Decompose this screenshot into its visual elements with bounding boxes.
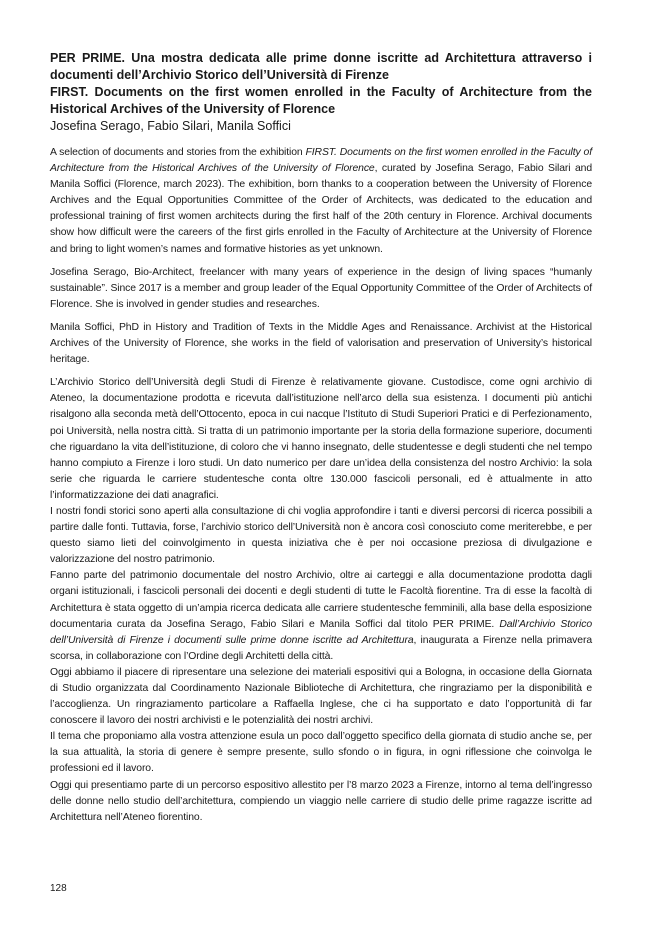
abstract: [50, 145, 592, 368]
authors: Josefina Serago, Fabio Silari, Manila Soffici: [50, 119, 291, 133]
author-bio-soffici: Manila Soffici, PhD in History and Tradition of Texts in the Middle Ages and Renaissance. Archivist at the Historical Archives of the University of Florence, she works in the field of valorisation and preservation of University’s historical heritage.: [50, 321, 592, 366]
body-paragraph: I nostri fondi storici sono aperti alla consultazione di chi voglia approfondire i tanti e diversi percorsi di ricerca possibili a partire dalle fonti. Tuttavia, forse, l’archivio storico dell’Università non è ancora così conosciuto come meriterebbe, e per questo siamo lieti del coinvolgimento in questa iniziativa che è per noi occasione preziosa di divulgazione e valorizzazione del nostro patrimonio.: [50, 505, 592, 566]
exhibition-subtitle: Dall’Archivio Storico dell’Università di Firenze i documenti sulle prime donne iscritte ad Architettura: [50, 618, 592, 646]
body-paragraph: [50, 568, 592, 665]
body-paragraph: Il tema che proponiamo alla vostra attenzione esula un poco dall’oggetto specifico della giornata di studio anche se, per la sua attualità, la storia di genere è sempre presente, sullo sfondo o in figura, in ogni riflessione che coinvolga le professioni ed il lavoro.: [50, 731, 592, 775]
body-paragraph: Oggi abbiamo il piacere di ripresentare una selezione dei materiali espositivi qui a Bologna, in occasione della Giornata di Studio organizzata dal Coordinamento Nazionale Biblioteche di Architettura, che ringraziamo per la disponibilità e l’accoglienza. Un ringraziamento particolare a Raffaella Inglese, che ci ha supportato e dato l’opportunità di far conoscere il lavoro dei nostri archivisti e le potenzialità dei nostri archivi.: [50, 666, 592, 727]
body-text-span: , inaugurata a Firenze nella primavera scorsa, in collaborazione con l’Ordine degli Architetti della città.: [50, 634, 592, 662]
body-paragraph: L’Archivio Storico dell’Università degli Studi di Firenze è relativamente giovane. Custodisce, come ogni archivio di Ateneo, la documentazione prodotta e ricevuta dall’istituzione nell’arco della sua esistenza. I documenti più antichi risalgono alla seconda metà dell’Ottocento, epoca in cui nacque l’Istituto di Studi Superiori Pratici e di Perfezionamento, poi Università, nella nostra città. Si tratta di un patrimonio importante per la storia della formazione superiore, documenti che riguardano la vita dell’istituzione, di coloro che vi hanno insegnato, delle studentesse e degli studenti che nel tempo hanno compiuto a Firenze i loro studi. Un dato numerico per dare un’idea della consistenza del nostro Archivio: la sola serie che riguarda le carriere studentesche conta oltre 130.000 fascicoli personali, ed è attualmente in atto l’informatizzazione dei dati anagrafici.: [50, 377, 592, 501]
abstract-paragraph: [50, 145, 592, 258]
author-bio-serago: Josefina Serago, Bio-Architect, freelancer with many years of experience in the design of living spaces “humanly sustainable”. Since 2017 is a member and group leader of the Equal Opportunity Committee of the Order of Architects of Florence. She is involved in gender studies and researches.: [50, 266, 592, 310]
title-italian: PER PRIME. Una mostra dedicata alle prime donne iscritte ad Architettura attraverso i documenti dell’Archivio Storico dell’Università di Firenze: [50, 51, 592, 82]
page-number: 128: [50, 883, 67, 894]
title-english: FIRST. Documents on the first women enrolled in the Faculty of Architecture from the Historical Archives of the University of Florence: [50, 85, 592, 116]
article: [50, 50, 592, 826]
body-text-span: Fanno parte del patrimonio documentale del nostro Archivio, oltre ai carteggi e alla documentazione prodotta dagli organi istituzionali, i fascicoli personali dei docenti e degli studenti di tutte le Facoltà fiorentine. Tra di esse la facoltà di Architettura è stata oggetto di un’ampia ricerca dedicata alle carriere studentesche femminili, alla base della esposizione documentaria curata da Josefina Serago, Fabio Silari e Manila Soffici dal titolo PER PRIME.: [50, 570, 592, 630]
abstract-text: A selection of documents and stories from the exhibition: [50, 147, 306, 158]
abstract-text: , curated by Josefina Serago, Fabio Silari and Manila Soffici (Florence, march 2023). The exhibition, born thanks to a cooperation between the University of Florence Archives and the Equal Opportunities Committee of the Order of Architects, was dedicated to the education and professional training of first women architects during the first half of the 20th century in Florence. Archival documents show how difficult were the careers of the first girls enrolled in the Faculty of Architecture at the University of Florence and bring to light women’s names and formative histories as yet unknown.: [50, 163, 592, 255]
body-paragraph: Oggi qui presentiamo parte di un percorso espositivo allestito per l’8 marzo 2023 a Firenze, intorno al tema dell’ingresso delle donne nello studio dell’architettura, compiendo un viaggio nelle carriere di studio delle prime ragazze iscritte ad Architettura nell’Ateneo fiorentino.: [50, 779, 592, 823]
body-text: [50, 375, 592, 826]
exhibition-title: FIRST. Documents on the first women enrolled in the Faculty of Architecture from the Historical Archives of the University of Florence: [50, 147, 592, 175]
